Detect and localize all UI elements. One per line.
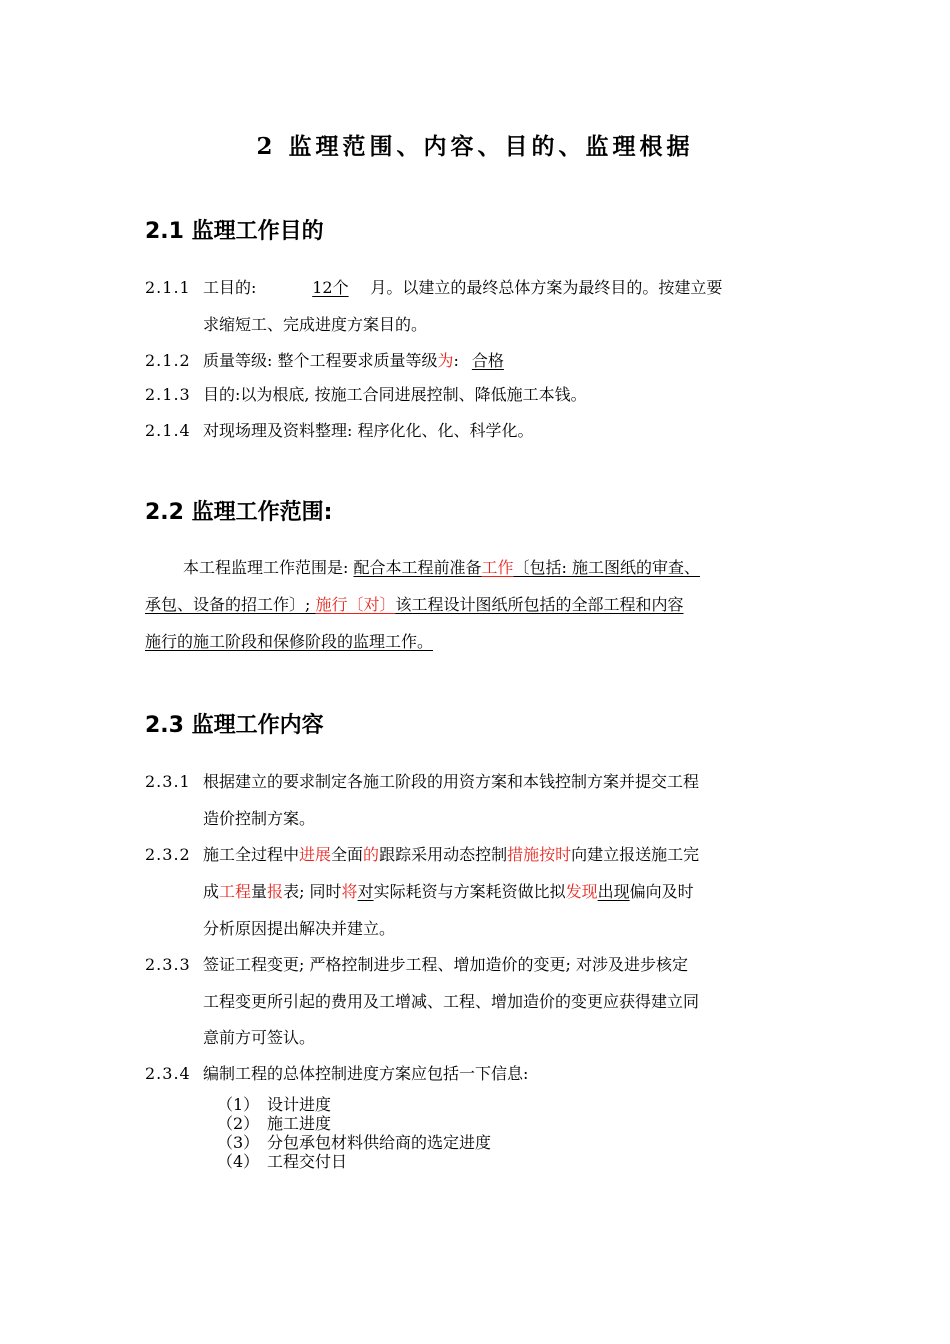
text-run: 报 (267, 882, 284, 901)
item-2-3-2-line-3: 分析原因提出解决并建立。 (203, 919, 396, 938)
item-number: 2.1.4 (145, 421, 191, 440)
scope-paragraph-line-1: 本工程监理工作范围是: 配合本工程前准备工作〔包括: 施工图纸的审查、 (183, 558, 700, 577)
scope-paragraph-line-3: 施行的施工阶段和保修阶段的监理工作。 (145, 632, 434, 651)
item-2-1-2: 2.1.2 质量等级: 整个工程要求质量等级为: 合格 (145, 351, 835, 371)
quality-grade-value: 合格 (471, 351, 504, 370)
item-2-1-4: 2.1.4 对现场理及资料整理: 程序化化、化、科学化。 (145, 421, 534, 440)
duration-value: 12个 (312, 278, 349, 297)
item-2-3-1: 2.3.1 根据建立的要求制定各施工阶段的用资方案和本钱控制方案并提交工程 (145, 772, 700, 791)
text-run: 措施按时 (507, 845, 572, 864)
text-run: 跟踪采用动态控制 (379, 845, 508, 864)
item-2-3-3-cont-2: 意前方可签认。 (203, 1028, 316, 1047)
item-2-1-3: 2.1.3 目的:以为根底, 按施工合同进展控制、降低施工本钱。 (145, 385, 587, 404)
item-2-3-1-cont: 造价控制方案。 (203, 809, 316, 828)
text-run: 成 (203, 882, 220, 901)
section-heading-2-3: 2.3 监理工作内容 (145, 713, 324, 738)
page-title: 2 监理范围、内容、目的、监理根据 (256, 133, 694, 160)
list-item: （4） 工程交付日 (217, 1152, 348, 1171)
item-number: 2.3.1 (145, 772, 191, 791)
item-2-1-1: 2.1.1 工目的: 12个 月。以建立的最终总体方案为最终目的。按建立要 (145, 278, 723, 297)
item-number: 2.3.2 (145, 845, 191, 864)
text-run: 向建立报送施工完 (571, 845, 700, 864)
item-2-3-2-line-1 (203, 845, 699, 864)
text-run: 将 (341, 882, 358, 901)
text-run: 全面 (331, 845, 364, 864)
item-number: 2.1.1 (145, 278, 191, 297)
text-run: 实际耗资与方案耗资做比拟 (373, 882, 566, 901)
item-number: 2.3.3 (145, 955, 191, 974)
item-number: 2.3.4 (145, 1064, 191, 1083)
text-run: 表; 同时 (283, 882, 342, 901)
item-2-3-2 (145, 845, 835, 865)
item-2-3-3-cont-1: 工程变更所引起的费用及工增减、工程、增加造价的变更应获得建立同 (203, 992, 700, 1011)
text-run: 工程 (219, 882, 252, 901)
item-2-1-1-cont: 求缩短工、完成进度方案目的。 (203, 315, 428, 334)
item-2-3-4: 2.3.4 编制工程的总体控制进度方案应包括一下信息: (145, 1064, 529, 1083)
text-run: 对 (357, 882, 374, 901)
text-run: 的 (363, 845, 380, 864)
item-number: 2.1.3 (145, 385, 191, 404)
item-2-3-3: 2.3.3 签证工程变更; 严格控制进步工程、增加造价的变更; 对涉及进步核定 (145, 955, 688, 974)
text-run: 偏向及时 (629, 882, 694, 901)
text-run: 施工全过程中 (203, 845, 300, 864)
text-run: 进展 (299, 845, 332, 864)
scope-paragraph-line-2: 承包、设备的招工作〕; 施行〔对〕该工程设计图纸所包括的全部工程和内容 (145, 595, 684, 614)
text-run: 出现 (597, 882, 630, 901)
section-heading-2-2: 2.2 监理工作范围: (145, 500, 333, 525)
text-run: 量 (251, 882, 268, 901)
item-number: 2.1.2 (145, 351, 191, 370)
item-2-3-2-line-2 (145, 882, 893, 902)
list-item: （1） 设计进度 (217, 1095, 332, 1114)
text-run: 发现 (565, 882, 598, 901)
list-item: （3） 分包承包材料供给商的选定进度 (217, 1133, 492, 1152)
list-item: （2） 施工进度 (217, 1114, 332, 1133)
section-heading-2-1: 2.1 监理工作目的 (145, 219, 324, 244)
